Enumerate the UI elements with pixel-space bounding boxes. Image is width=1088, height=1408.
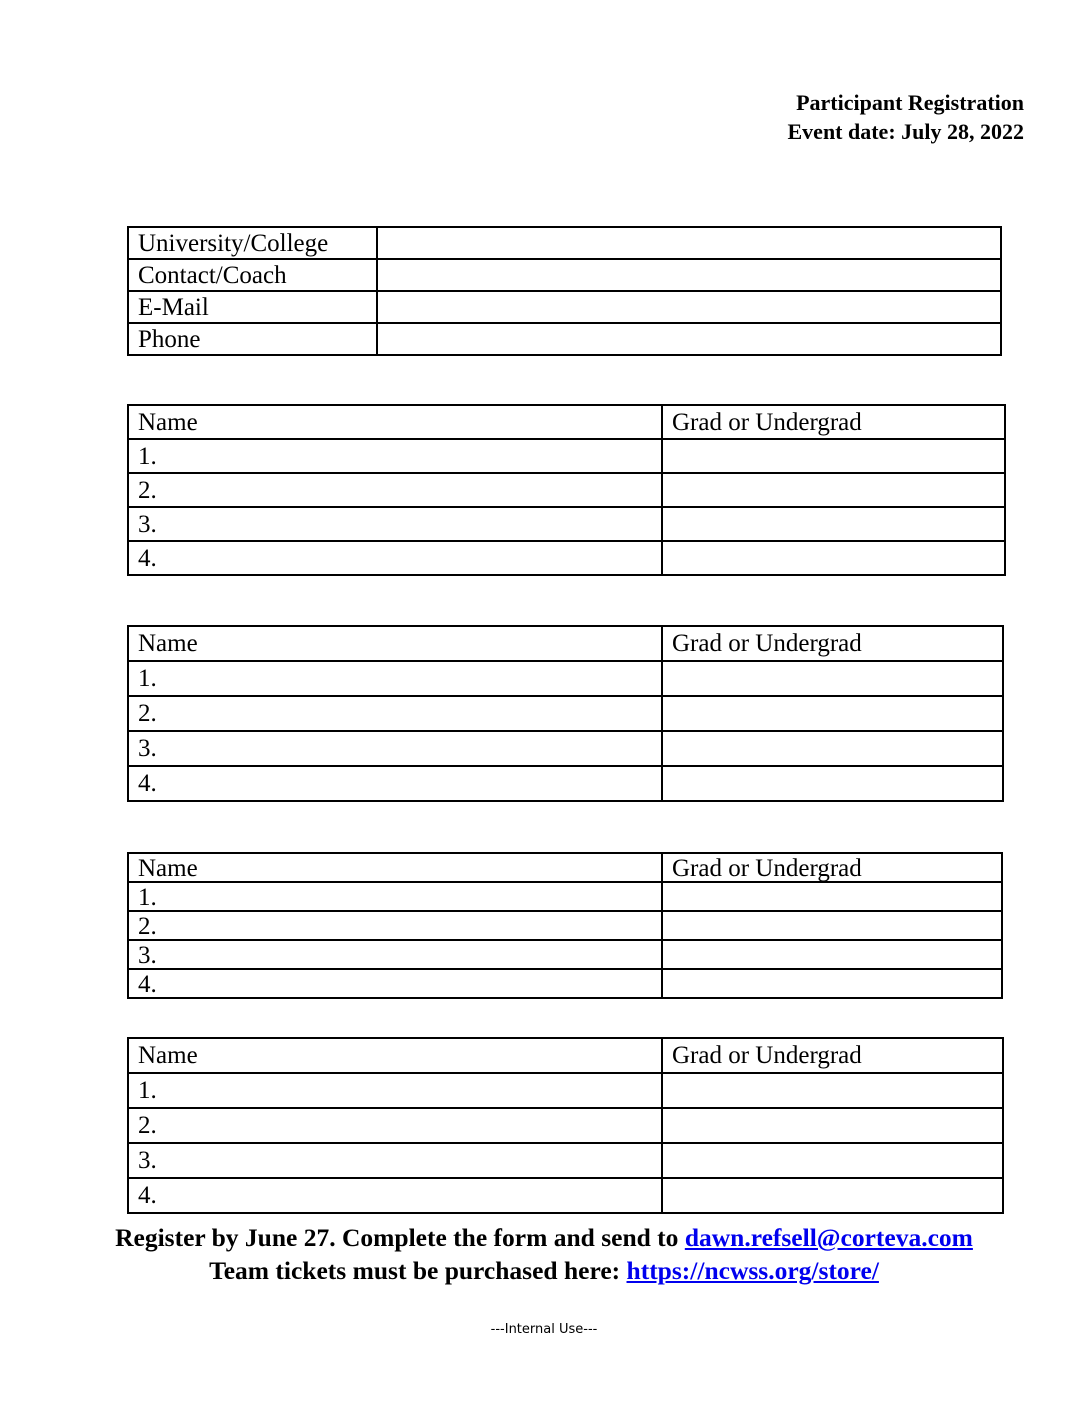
table-row [128, 1143, 1003, 1178]
participant-name-field[interactable]: 3. [128, 1143, 662, 1178]
grad-level-field[interactable] [662, 1143, 1003, 1178]
grad-level-field[interactable] [662, 439, 1005, 473]
register-line [0, 1221, 1088, 1254]
participant-name-field[interactable]: 4. [128, 969, 662, 998]
event-date: Event date: July 28, 2022 [787, 119, 1024, 144]
participant-name-field[interactable]: 2. [128, 473, 662, 507]
table-row [128, 507, 1005, 541]
grad-level-field[interactable] [662, 766, 1003, 801]
table-row [128, 541, 1005, 575]
register-text: Register by June 27. Complete the form and send to [115, 1223, 679, 1252]
name-column-header: Name [128, 405, 662, 439]
level-column-header: Grad or Undergrad [662, 1038, 1003, 1073]
footer-instructions [0, 1221, 1088, 1287]
info-label: E-Mail [128, 291, 377, 323]
level-column-header: Grad or Undergrad [662, 853, 1002, 882]
team-table-1 [127, 404, 1006, 576]
grad-level-field[interactable] [662, 696, 1003, 731]
table-header-row [128, 626, 1003, 661]
classification-label: ---Internal Use--- [490, 1322, 598, 1337]
table-row [128, 911, 1002, 940]
store-link[interactable]: https://ncwss.org/store/ [626, 1256, 879, 1285]
grad-level-field[interactable] [662, 731, 1003, 766]
info-row [128, 259, 1001, 291]
table-row [128, 940, 1002, 969]
participant-name-field[interactable]: 4. [128, 766, 662, 801]
participant-name-field[interactable]: 3. [128, 731, 662, 766]
table-row [128, 1178, 1003, 1213]
tickets-text: Team tickets must be purchased here: [209, 1256, 621, 1285]
info-row [128, 291, 1001, 323]
participant-name-field[interactable]: 1. [128, 661, 662, 696]
info-label: Phone [128, 323, 377, 355]
table-row [128, 439, 1005, 473]
table-row [128, 1073, 1003, 1108]
phone-field[interactable] [377, 323, 1001, 355]
name-column-header: Name [128, 626, 662, 661]
page-header [788, 88, 1025, 146]
grad-level-field[interactable] [662, 969, 1002, 998]
participant-name-field[interactable]: 1. [128, 1073, 662, 1108]
form-title: Participant Registration [796, 90, 1024, 115]
info-row [128, 227, 1001, 259]
participant-name-field[interactable]: 2. [128, 696, 662, 731]
info-row [128, 323, 1001, 355]
team-table-4 [127, 1037, 1004, 1214]
participant-name-field[interactable]: 1. [128, 439, 662, 473]
grad-level-field[interactable] [662, 940, 1002, 969]
contact-coach-field[interactable] [377, 259, 1001, 291]
level-column-header: Grad or Undergrad [662, 405, 1005, 439]
participant-name-field[interactable]: 2. [128, 1108, 662, 1143]
level-column-header: Grad or Undergrad [662, 626, 1003, 661]
contact-info-table [127, 226, 1002, 356]
info-label: University/College [128, 227, 377, 259]
table-row [128, 882, 1002, 911]
university-field[interactable] [377, 227, 1001, 259]
team-table-2 [127, 625, 1004, 802]
team-table-3 [127, 852, 1003, 999]
grad-level-field[interactable] [662, 507, 1005, 541]
participant-name-field[interactable]: 4. [128, 1178, 662, 1213]
table-row [128, 696, 1003, 731]
grad-level-field[interactable] [662, 541, 1005, 575]
grad-level-field[interactable] [662, 1178, 1003, 1213]
grad-level-field[interactable] [662, 882, 1002, 911]
participant-name-field[interactable]: 2. [128, 911, 662, 940]
grad-level-field[interactable] [662, 661, 1003, 696]
participant-name-field[interactable]: 3. [128, 940, 662, 969]
grad-level-field[interactable] [662, 1108, 1003, 1143]
table-row [128, 766, 1003, 801]
table-header-row [128, 853, 1002, 882]
grad-level-field[interactable] [662, 1073, 1003, 1108]
table-row [128, 1108, 1003, 1143]
name-column-header: Name [128, 1038, 662, 1073]
email-link[interactable]: dawn.refsell@corteva.com [684, 1223, 973, 1252]
email-field[interactable] [377, 291, 1001, 323]
grad-level-field[interactable] [662, 911, 1002, 940]
info-label: Contact/Coach [128, 259, 377, 291]
grad-level-field[interactable] [662, 473, 1005, 507]
table-row [128, 731, 1003, 766]
table-header-row [128, 1038, 1003, 1073]
table-row [128, 969, 1002, 998]
participant-name-field[interactable]: 3. [128, 507, 662, 541]
name-column-header: Name [128, 853, 662, 882]
participant-name-field[interactable]: 1. [128, 882, 662, 911]
table-header-row [128, 405, 1005, 439]
table-row [128, 473, 1005, 507]
participant-name-field[interactable]: 4. [128, 541, 662, 575]
tickets-line [0, 1254, 1088, 1287]
table-row [128, 661, 1003, 696]
